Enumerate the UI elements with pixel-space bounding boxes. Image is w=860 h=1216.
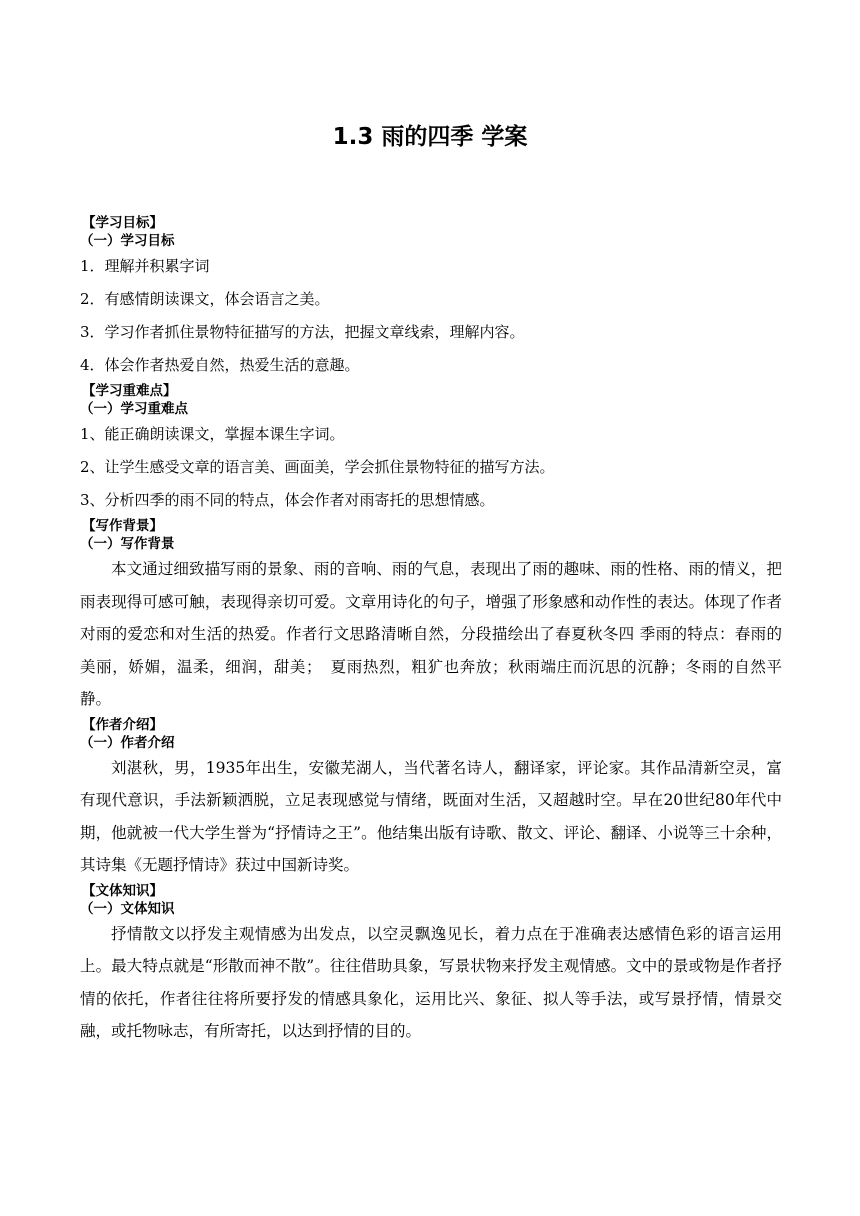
section-subheading: （一）作者介绍	[80, 734, 175, 751]
page-title: 1.3 雨的四季 学案	[332, 124, 528, 150]
section-background	[80, 517, 782, 716]
section-heading: 【文体知识】	[82, 882, 163, 899]
document-body	[80, 214, 782, 1048]
list-item: 4．体会作者热爱自然，热爱生活的意趣。	[80, 356, 360, 374]
section-heading: 【作者介绍】	[82, 716, 163, 733]
paragraph: 抒情散文以抒发主观情感为出发点，以空灵飘逸见长，着力点在于准确表达感情色彩的语言运用上。最大特点就是“形散而神不散”。往往借助具象，写景状物来抒发主观情感。文中的景或物是作者抒情的依托，作者往往将所要抒发的情感具象化，运用比兴、象征、拟人等手法，或写景抒情，情景交融，或托物咏志，有所寄托，以达到抒情的目的。	[80, 924, 782, 1040]
section-objectives	[80, 214, 782, 382]
list-item: 1、能正确朗读课文，掌握本课生字词。	[80, 425, 345, 443]
section-genre	[80, 882, 782, 1048]
paragraph: 本文通过细致描写雨的景象、雨的音响、雨的气息，表现出了雨的趣味、雨的性格、雨的情义，把雨表现得可感可触，表现得亲切可爱。文章用诗化的句子，增强了形象感和动作性的表达。体现了作者对雨的爱恋和对生活的热爱。作者行文思路清晰自然，分段描绘出了春夏秋冬四 季雨的特点：春雨的美丽，娇媚，温柔，细润，甜美； 夏雨热烈，粗犷也奔放；秋雨端庄而沉思的沉静；冬雨的自然平静。	[80, 560, 782, 708]
section-subheading: （一）学习目标	[80, 233, 175, 249]
section-key-points	[80, 382, 782, 517]
list-item: 3．学习作者抓住景物特征描写的方法，把握文章线索，理解内容。	[80, 323, 525, 341]
section-heading: 【写作背景】	[82, 518, 163, 534]
list-item: 1．理解并积累字词	[80, 257, 210, 275]
section-heading: 【学习目标】	[82, 215, 163, 231]
list-item: 2、让学生感受文章的语言美、画面美，学会抓住景物特征的描写方法。	[80, 458, 555, 476]
section-author	[80, 716, 782, 882]
section-subheading: （一）学习重难点	[80, 401, 188, 417]
paragraph: 刘湛秋，男，1935年出生，安徽芜湖人，当代著名诗人，翻译家，评论家。其作品清新空灵，富有现代意识，手法新颖洒脱，立足表现感觉与情绪，既面对生活，又超越时空。早在20世纪80年代中期，他就被一代大学生誉为“抒情诗之王”。他结集出版有诗歌、散文、评论、翻译、小说等三十余种，其诗集《无题抒情诗》获过中国新诗奖。	[80, 758, 782, 874]
section-heading: 【学习重难点】	[82, 383, 177, 399]
list-item: 2．有感情朗读课文，体会语言之美。	[80, 290, 330, 308]
section-subheading: （一）写作背景	[80, 536, 175, 552]
list-item: 3、分析四季的雨不同的特点，体会作者对雨寄托的思想情感。	[80, 491, 495, 509]
section-subheading: （一）文体知识	[80, 900, 175, 917]
